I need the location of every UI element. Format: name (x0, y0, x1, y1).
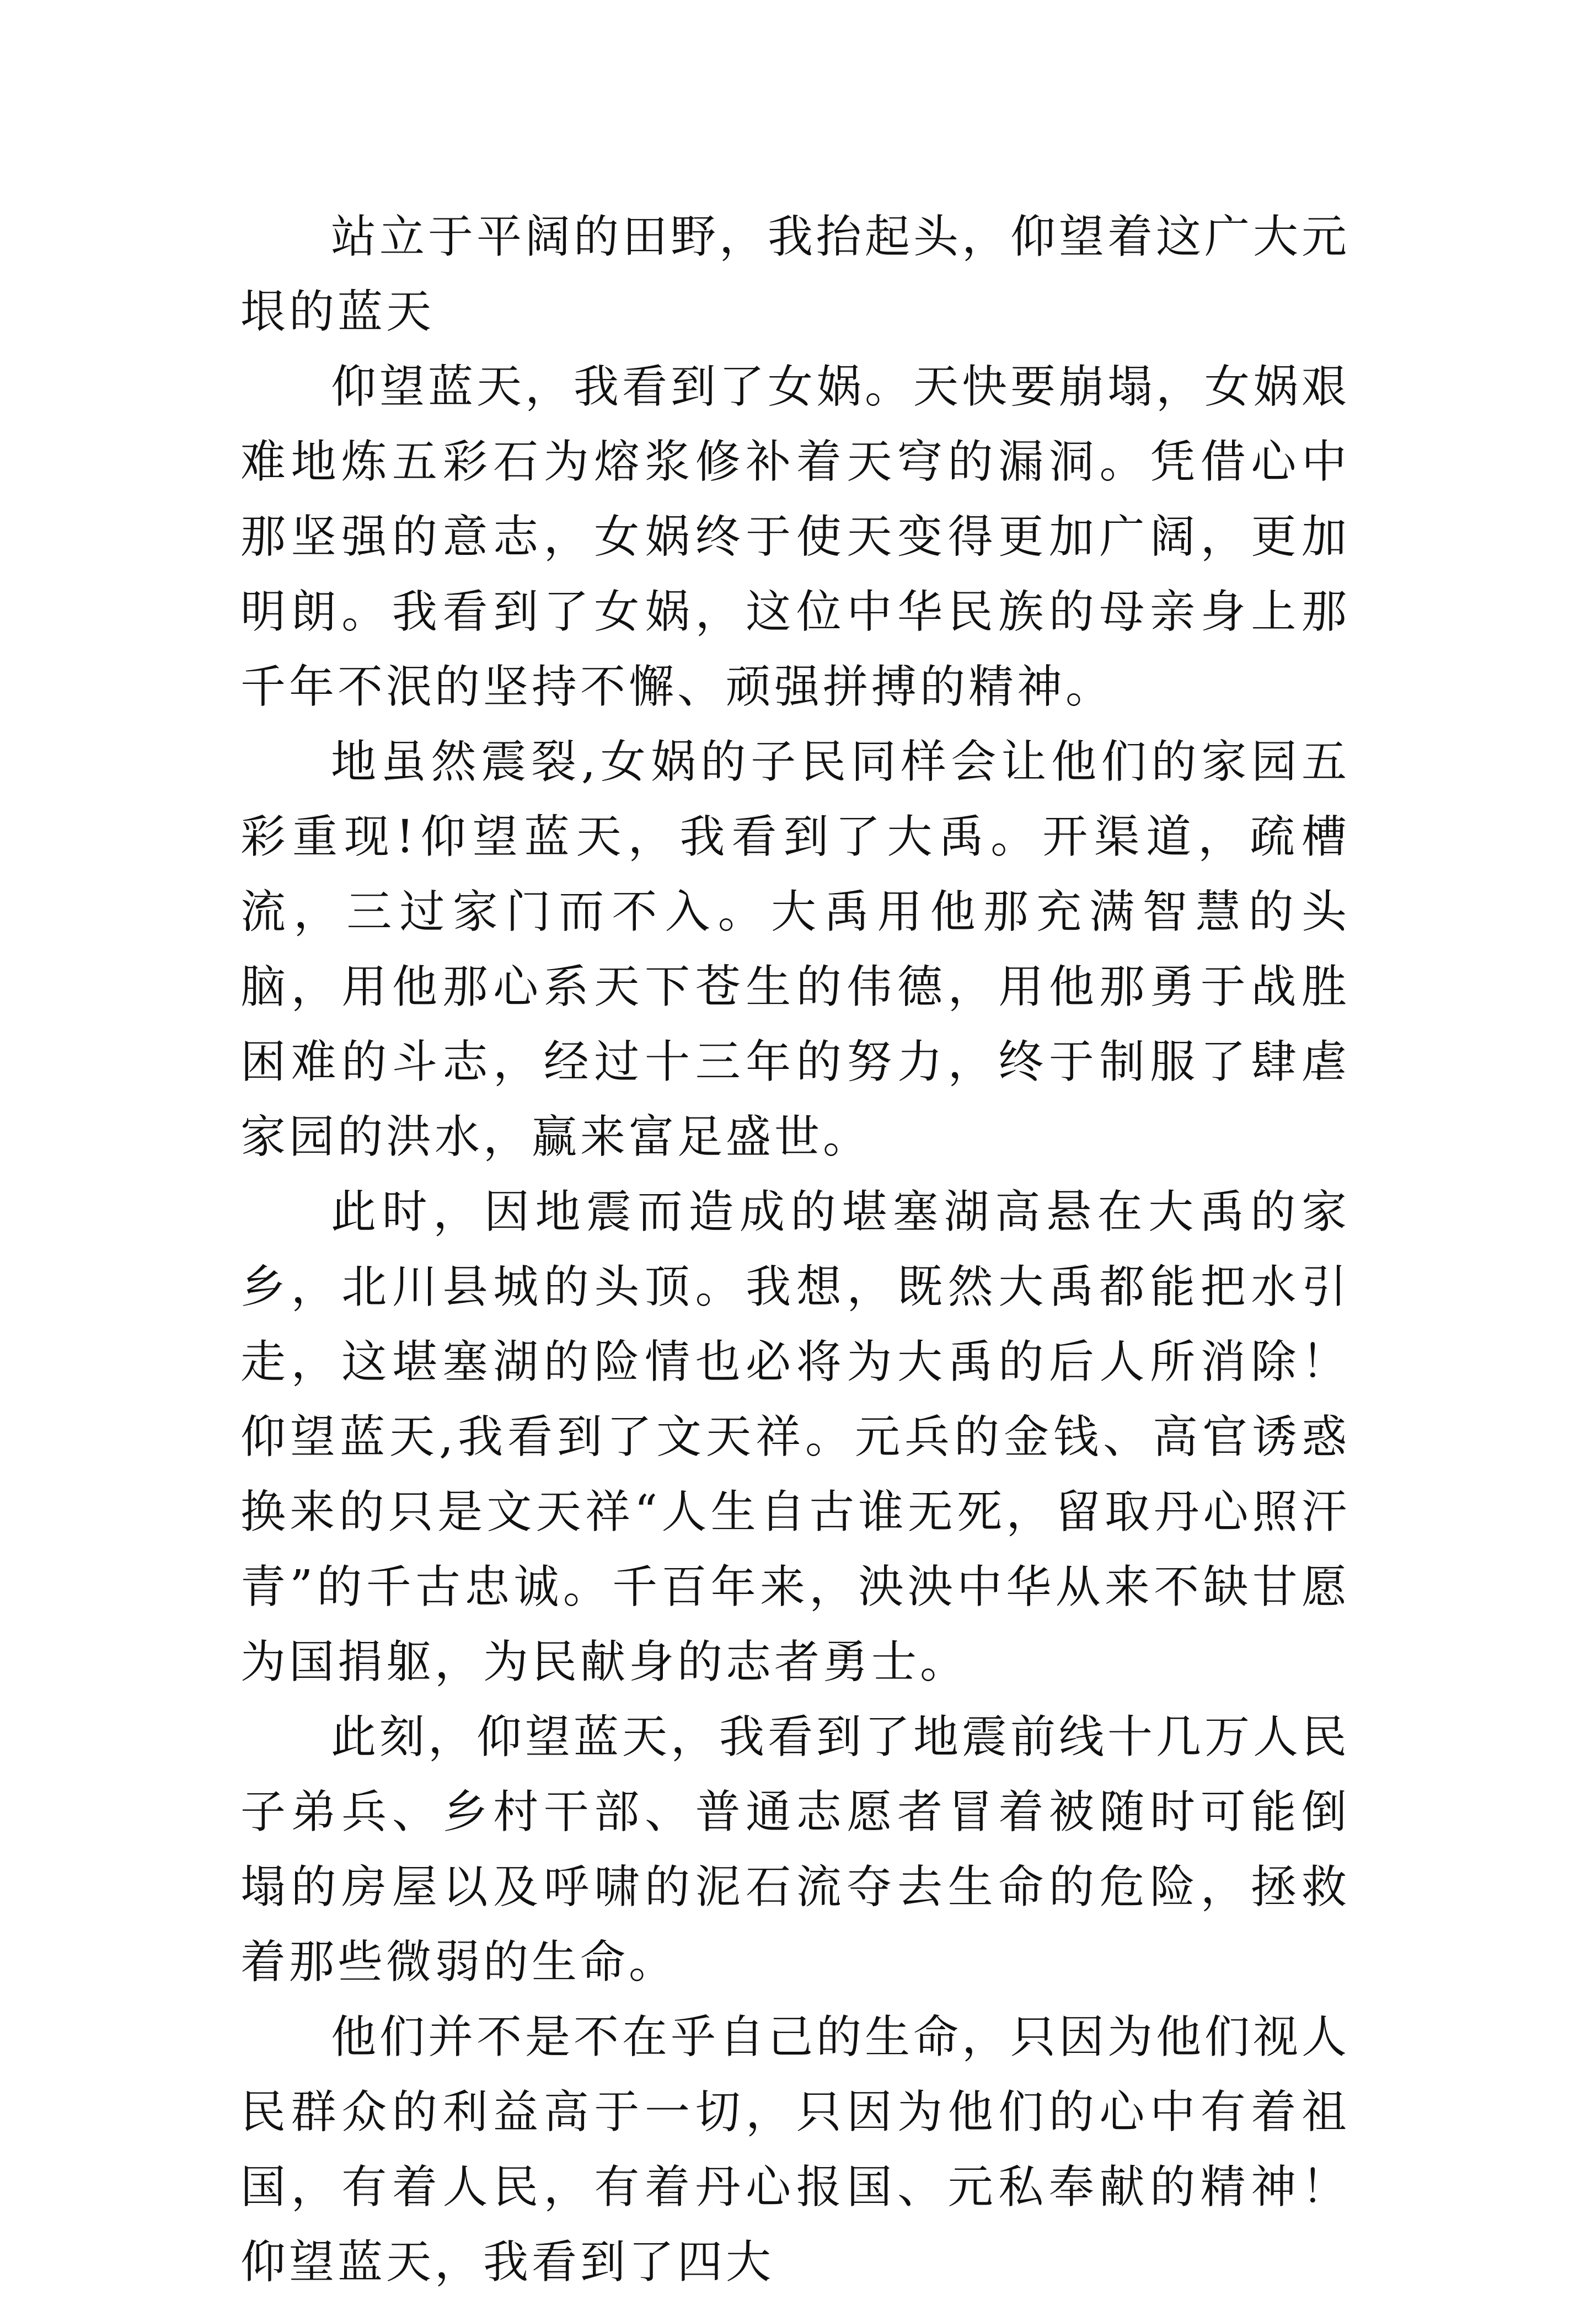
paragraph-3: 地虽然震裂,女娲的子民同样会让他们的家园五彩重现!仰望蓝天，我看到了大禹。开渠道，疏槽流，三过家门而不入。大禹用他那充满智慧的头脑，用他那心系天下苍生的伟德，用他那勇于战胜困难的斗志，经过十三年的努力，终于制服了肆虐家园的洪水，赢来富足盛世。 (240, 736, 1350, 1163)
essay-body (240, 200, 1350, 2300)
paragraph-6: 他们并不是不在乎自己的生命，只因为他们视人民群众的利益高于一切，只因为他们的心中有着祖国，有着人民，有着丹心报国、元私奉献的精神！仰望蓝天，我看到了四大 (240, 2011, 1351, 2288)
paragraph-4: 此时，因地震而造成的堪塞湖高悬在大禹的家乡，北川县城的头顶。我想，既然大禹都能把水引走，这堪塞湖的险情也必将为大禹的后人所消除！仰望蓝天,我看到了文天祥。元兵的金钱、高官诱惑换来的只是文天祥“人生自古谁无死，留取丹心照汗青”的千古忠诚。千百年来，泱泱中华从来不缺甘愿为国捐躯，为民献身的志者勇士。 (240, 1186, 1350, 1688)
paragraph-2: 仰望蓝天，我看到了女娲。天快要崩塌，女娲艰难地炼五彩石为熔浆修补着天穹的漏洞。凭借心中那坚强的意志，女娲终于使天变得更加广阔，更加明朗。我看到了女娲，这位中华民族的母亲身上那千年不泯的坚持不懈、顽强拼搏的精神。 (240, 361, 1351, 713)
paragraph-5: 此刻，仰望蓝天，我看到了地震前线十几万人民子弟兵、乡村干部、普通志愿者冒着被随时可能倒塌的房屋以及呼啸的泥石流夺去生命的危险，拯救着那些微弱的生命。 (240, 1711, 1351, 1988)
paragraph-1: 站立于平阔的田野，我抬起头，仰望着这广大元垠的蓝天 (240, 211, 1351, 338)
